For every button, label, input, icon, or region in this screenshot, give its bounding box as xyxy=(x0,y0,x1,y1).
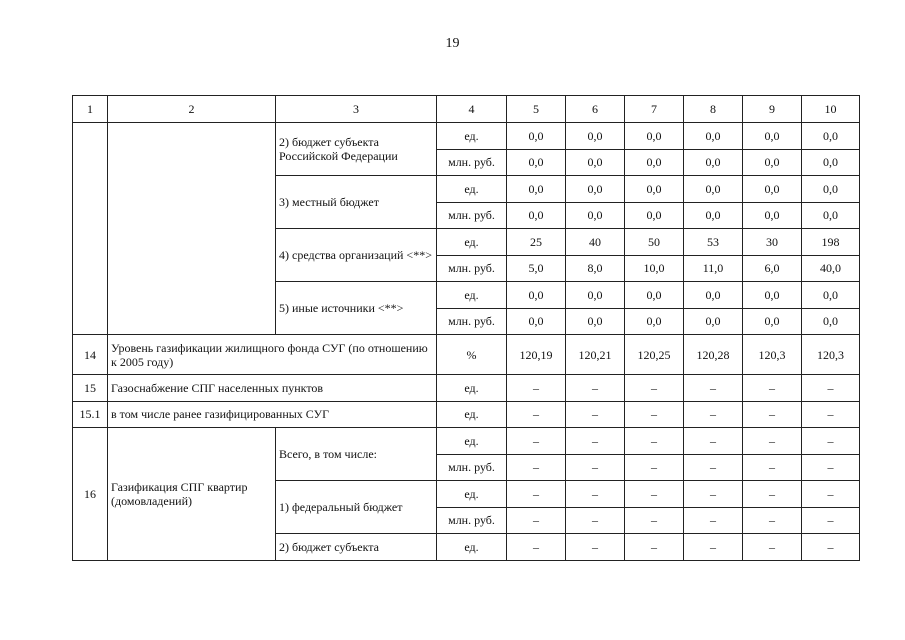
value-cell: – xyxy=(743,428,802,455)
value-cell: – xyxy=(743,454,802,481)
value-cell: 0,0 xyxy=(684,308,743,335)
header-cell: 4 xyxy=(437,96,507,123)
value-cell: – xyxy=(566,454,625,481)
value-cell: – xyxy=(684,401,743,428)
value-cell: – xyxy=(684,375,743,402)
value-cell: 8,0 xyxy=(566,255,625,282)
unit-cell: млн. руб. xyxy=(437,202,507,229)
value-cell: 0,0 xyxy=(743,202,802,229)
value-cell: 10,0 xyxy=(625,255,684,282)
value-cell: – xyxy=(802,428,860,455)
value-cell: – xyxy=(507,534,566,561)
value-cell: – xyxy=(507,401,566,428)
header-cell: 10 xyxy=(802,96,860,123)
value-cell: – xyxy=(802,401,860,428)
value-cell: 198 xyxy=(802,229,860,256)
value-cell: – xyxy=(566,401,625,428)
value-cell: – xyxy=(743,375,802,402)
value-cell: – xyxy=(743,481,802,508)
value-cell: – xyxy=(566,481,625,508)
value-cell: 0,0 xyxy=(566,149,625,176)
value-cell: 0,0 xyxy=(802,176,860,203)
value-cell: 0,0 xyxy=(507,282,566,309)
row-name-cell xyxy=(108,123,276,335)
value-cell: – xyxy=(802,454,860,481)
value-cell: 0,0 xyxy=(507,202,566,229)
header-cell: 2 xyxy=(108,96,276,123)
value-cell: 40 xyxy=(566,229,625,256)
value-cell: 120,3 xyxy=(802,335,860,375)
value-cell: 0,0 xyxy=(625,176,684,203)
value-cell: 40,0 xyxy=(802,255,860,282)
value-cell: 0,0 xyxy=(566,202,625,229)
value-cell: 0,0 xyxy=(566,123,625,150)
value-cell: – xyxy=(507,507,566,534)
value-cell: – xyxy=(566,375,625,402)
table-row xyxy=(73,401,860,428)
unit-cell: ед. xyxy=(437,401,507,428)
header-cell: 6 xyxy=(566,96,625,123)
value-cell: – xyxy=(507,428,566,455)
value-cell: 0,0 xyxy=(743,123,802,150)
row-number-cell: 15.1 xyxy=(73,401,108,428)
header-cell: 3 xyxy=(276,96,437,123)
value-cell: 0,0 xyxy=(507,176,566,203)
value-cell: 0,0 xyxy=(684,176,743,203)
source-cell: 5) иные источники <**> xyxy=(276,282,437,335)
value-cell: 0,0 xyxy=(743,282,802,309)
value-cell: 120,21 xyxy=(566,335,625,375)
value-cell: – xyxy=(625,534,684,561)
value-cell: – xyxy=(625,375,684,402)
value-cell: 0,0 xyxy=(625,149,684,176)
header-row xyxy=(73,96,860,123)
value-cell: 0,0 xyxy=(507,123,566,150)
unit-cell: млн. руб. xyxy=(437,308,507,335)
value-cell: – xyxy=(566,428,625,455)
row-number-cell xyxy=(73,123,108,335)
value-cell: – xyxy=(684,454,743,481)
value-cell: 0,0 xyxy=(566,282,625,309)
source-cell: 2) бюджет субъекта Российской Федерации xyxy=(276,123,437,176)
value-cell: – xyxy=(684,507,743,534)
value-cell: 0,0 xyxy=(802,149,860,176)
value-cell: – xyxy=(625,454,684,481)
value-cell: 0,0 xyxy=(507,308,566,335)
table-row xyxy=(73,428,860,455)
row-name-cell: Газификация СПГ квартир (домовладений) xyxy=(108,428,276,561)
value-cell: 0,0 xyxy=(802,123,860,150)
value-cell: 0,0 xyxy=(507,149,566,176)
unit-cell: млн. руб. xyxy=(437,255,507,282)
row-number-cell: 15 xyxy=(73,375,108,402)
value-cell: – xyxy=(625,481,684,508)
source-cell: 2) бюджет субъекта xyxy=(276,534,437,561)
value-cell: 30 xyxy=(743,229,802,256)
value-cell: – xyxy=(625,507,684,534)
value-cell: 0,0 xyxy=(625,202,684,229)
unit-cell: млн. руб. xyxy=(437,507,507,534)
row-number-cell: 14 xyxy=(73,335,108,375)
value-cell: 120,28 xyxy=(684,335,743,375)
unit-cell: ед. xyxy=(437,176,507,203)
header-cell: 9 xyxy=(743,96,802,123)
header-cell: 5 xyxy=(507,96,566,123)
unit-cell: ед. xyxy=(437,282,507,309)
value-cell: 120,3 xyxy=(743,335,802,375)
value-cell: – xyxy=(507,454,566,481)
unit-cell: ед. xyxy=(437,123,507,150)
row-name-cell: Газоснабжение СПГ населенных пунктов xyxy=(108,375,437,402)
table-row xyxy=(73,375,860,402)
value-cell: 0,0 xyxy=(566,308,625,335)
unit-cell: ед. xyxy=(437,428,507,455)
value-cell: 0,0 xyxy=(684,202,743,229)
value-cell: – xyxy=(507,375,566,402)
data-table xyxy=(72,95,860,561)
table-row xyxy=(73,123,860,150)
value-cell: 11,0 xyxy=(684,255,743,282)
row-number-cell: 16 xyxy=(73,428,108,561)
value-cell: – xyxy=(802,481,860,508)
value-cell: 0,0 xyxy=(743,308,802,335)
value-cell: 25 xyxy=(507,229,566,256)
value-cell: – xyxy=(625,401,684,428)
header-cell: 8 xyxy=(684,96,743,123)
value-cell: – xyxy=(743,534,802,561)
value-cell: – xyxy=(743,401,802,428)
value-cell: – xyxy=(625,428,684,455)
value-cell: – xyxy=(507,481,566,508)
row-name-cell: Уровень газификации жилищного фонда СУГ (по отношению к 2005 году) xyxy=(108,335,437,375)
value-cell: 50 xyxy=(625,229,684,256)
value-cell: – xyxy=(566,507,625,534)
value-cell: – xyxy=(684,428,743,455)
value-cell: 0,0 xyxy=(802,202,860,229)
table-row xyxy=(73,335,860,375)
source-cell: 3) местный бюджет xyxy=(276,176,437,229)
value-cell: 6,0 xyxy=(743,255,802,282)
unit-cell: ед. xyxy=(437,375,507,402)
value-cell: 0,0 xyxy=(625,282,684,309)
header-cell: 1 xyxy=(73,96,108,123)
unit-cell: % xyxy=(437,335,507,375)
value-cell: 0,0 xyxy=(684,123,743,150)
value-cell: – xyxy=(743,507,802,534)
value-cell: – xyxy=(566,534,625,561)
value-cell: 0,0 xyxy=(625,123,684,150)
unit-cell: ед. xyxy=(437,229,507,256)
unit-cell: ед. xyxy=(437,534,507,561)
value-cell: 0,0 xyxy=(684,282,743,309)
value-cell: 0,0 xyxy=(684,149,743,176)
value-cell: 120,19 xyxy=(507,335,566,375)
source-cell: 1) федеральный бюджет xyxy=(276,481,437,534)
value-cell: 0,0 xyxy=(566,176,625,203)
row-name-cell: в том числе ранее газифицированных СУГ xyxy=(108,401,437,428)
unit-cell: ед. xyxy=(437,481,507,508)
value-cell: 120,25 xyxy=(625,335,684,375)
value-cell: – xyxy=(802,534,860,561)
value-cell: – xyxy=(684,481,743,508)
value-cell: – xyxy=(684,534,743,561)
value-cell: 53 xyxy=(684,229,743,256)
source-cell: Всего, в том числе: xyxy=(276,428,437,481)
value-cell: 5,0 xyxy=(507,255,566,282)
value-cell: 0,0 xyxy=(802,308,860,335)
unit-cell: млн. руб. xyxy=(437,149,507,176)
value-cell: – xyxy=(802,507,860,534)
page-number: 19 xyxy=(445,36,460,51)
value-cell: – xyxy=(802,375,860,402)
source-cell: 4) средства организаций <**> xyxy=(276,229,437,282)
value-cell: 0,0 xyxy=(625,308,684,335)
value-cell: 0,0 xyxy=(743,176,802,203)
header-cell: 7 xyxy=(625,96,684,123)
unit-cell: млн. руб. xyxy=(437,454,507,481)
value-cell: 0,0 xyxy=(802,282,860,309)
value-cell: 0,0 xyxy=(743,149,802,176)
